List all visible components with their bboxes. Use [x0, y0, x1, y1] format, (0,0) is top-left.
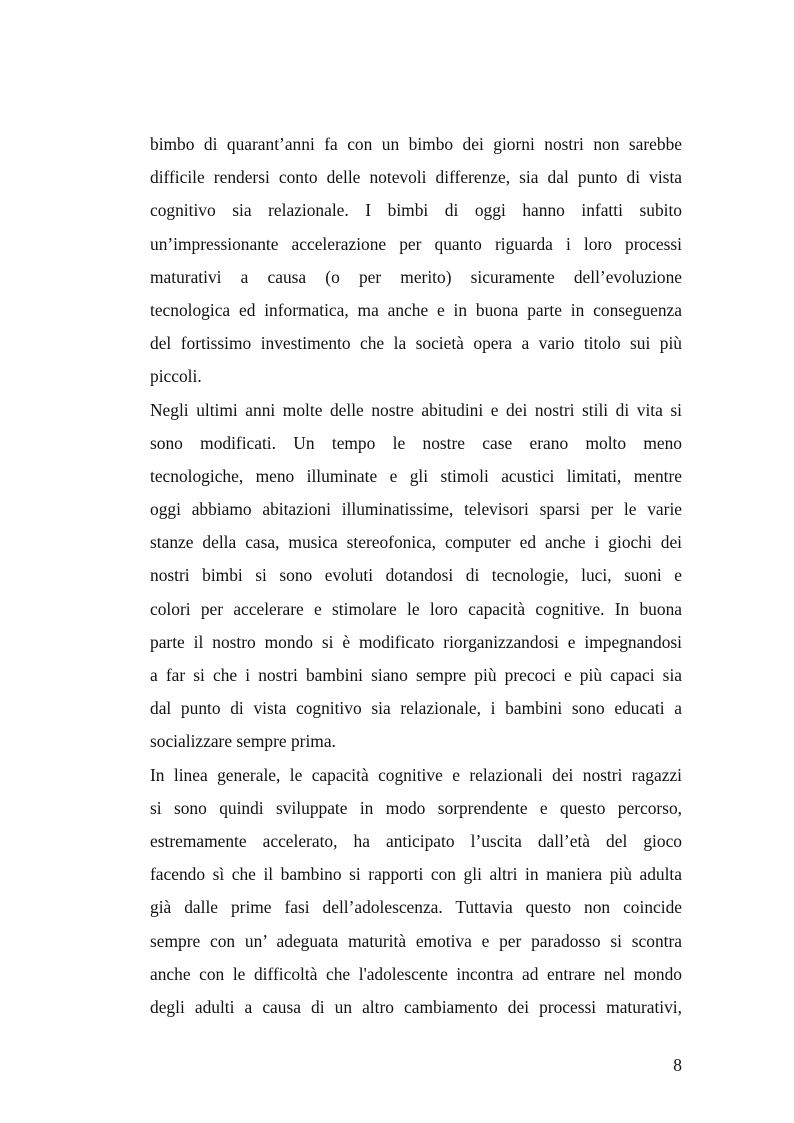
- text-line: cognitivo sia relazionale. I bimbi di oggi hanno infatti subito: [150, 200, 682, 221]
- text-line: dal punto di vista cognitivo sia relazionale, i bambini sono educati a: [150, 698, 682, 719]
- text-line: anche con le difficoltà che l'adolescente incontra ad entrare nel mondo: [150, 963, 682, 984]
- text-line: maturativi a causa (o per merito) sicuramente dell’evoluzione: [150, 266, 682, 287]
- text-line: un’impressionante accelerazione per quanto riguarda i loro processi: [150, 233, 682, 254]
- text-line: tecnologiche, meno illuminate e gli stimoli acustici limitati, mentre: [150, 465, 682, 486]
- text-line: difficile rendersi conto delle notevoli differenze, sia dal punto di vista: [150, 167, 682, 188]
- text-line: già dalle prime fasi dell’adolescenza. Tuttavia questo non coincide: [150, 897, 682, 918]
- text-line: piccoli.: [150, 366, 202, 387]
- text-line: facendo sì che il bambino si rapporti con gli altri in maniera più adulta: [150, 864, 682, 885]
- text-line: tecnologica ed informatica, ma anche e in buona parte in conseguenza: [150, 299, 682, 320]
- text-line: In linea generale, le capacità cognitive e relazionali dei nostri ragazzi: [150, 764, 682, 785]
- text-line: del fortissimo investimento che la società opera a vario titolo sui più: [150, 333, 682, 354]
- text-line: oggi abbiamo abitazioni illuminatissime, televisori sparsi per le varie: [150, 499, 682, 520]
- text-line: sono modificati. Un tempo le nostre case erano molto meno: [150, 432, 682, 453]
- text-line: parte il nostro mondo si è modificato riorganizzandosi e impegnandosi: [150, 631, 682, 652]
- text-line: sempre con un’ adeguata maturità emotiva e per paradosso si scontra: [150, 930, 682, 951]
- text-line: stanze della casa, musica stereofonica, computer ed anche i giochi dei: [150, 532, 682, 553]
- text-line: si sono quindi sviluppate in modo sorprendente e questo percorso,: [150, 797, 682, 818]
- page-number: 8: [673, 1055, 682, 1075]
- text-line: a far si che i nostri bambini siano sempre più precoci e più capaci sia: [150, 665, 682, 685]
- text-line: colori per accelerare e stimolare le loro capacità cognitive. In buona: [150, 598, 682, 619]
- text-line: bimbo di quarant’anni fa con un bimbo dei giorni nostri non sarebbe: [150, 134, 682, 154]
- text-line: estremamente accelerato, ha anticipato l’uscita dall’età del gioco: [150, 830, 682, 851]
- text-line: nostri bimbi si sono evoluti dotandosi di tecnologie, luci, suoni e: [150, 565, 682, 586]
- text-line: Negli ultimi anni molte delle nostre abitudini e dei nostri stili di vita si: [150, 399, 682, 420]
- text-line: socializzare sempre prima.: [150, 731, 336, 752]
- text-line: degli adulti a causa di un altro cambiamento dei processi maturativi,: [150, 996, 682, 1017]
- body-text: [150, 128, 682, 1024]
